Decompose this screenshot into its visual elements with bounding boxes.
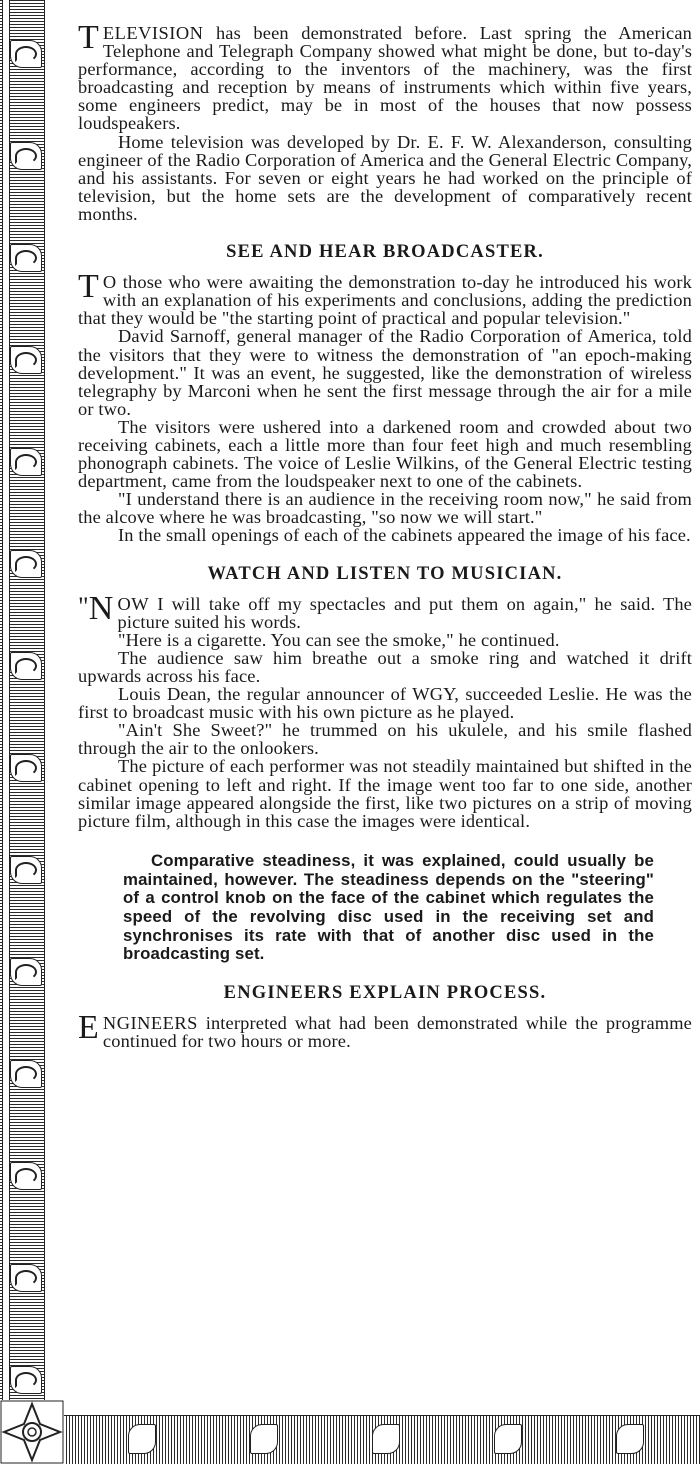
paragraph: The audience saw him breathe out a smoke ring and watched it drift upwards across his face. [78, 647, 692, 686]
paragraph: Home television was developed by Dr. E. F. W. Alexanderson, consulting engineer of the Radio Corporation of America and the General Electric Company, and his assistants. For seven or eight years he had worked on the principle of television, but the home sets are the development of comparatively recent months. [78, 131, 692, 224]
section-lead-paragraph [78, 589, 692, 632]
article-column [78, 19, 692, 1052]
scroll-ornament-icon [10, 958, 42, 986]
paragraph: The visitors were ushered into a darkened room and crowded about two receiving cabinets, each a little more than four feet high and much resembling phonograph cabinets. The voice of Leslie Wilkins, of the General Electric testing department, came from the loudspeaker next to one of the cabinets. [78, 416, 692, 492]
paragraph: "Ain't She Sweet?" he trummed on his ukulele, and his smile flashed through the air to the onlookers. [78, 720, 692, 759]
section-lead-paragraph [78, 1009, 692, 1052]
drop-cap: N [88, 589, 114, 627]
scroll-ornament-icon [10, 856, 42, 884]
scroll-ornament-icon [10, 550, 42, 578]
paragraph-text: interpreted what had been demonstrated while the programme continued for two hours or more. [102, 1013, 692, 1052]
paragraph: Louis Dean, the regular announcer of WGY, succeeded Leslie. He was the first to broadcast music with his own picture as he played. [78, 684, 692, 723]
scroll-ornament-icon [10, 1264, 42, 1292]
bold-inset-paragraph: Comparative steadiness, it was explained, could usually be maintained, however. The steadiness depends on the "steering" of a control knob on the face of the cabinet which regulates the speed of the revolving disc used in the receiving set and synchronises its rate with that of another disc used in the broadcasting set. [123, 850, 654, 964]
lead-caps: O [102, 272, 117, 293]
scroll-ornament-icon [10, 1366, 42, 1394]
section-heading: WATCH AND LISTEN TO MUSICIAN. [207, 563, 563, 584]
scroll-ornament-icon [10, 1162, 42, 1190]
scroll-ornament-icon [494, 1424, 522, 1454]
lead-caps: NGINEERS [102, 1013, 198, 1034]
drop-cap: T [78, 268, 99, 306]
paragraph: David Sarnoff, general manager of the Radio Corporation of America, told the visitors that they were to witness the demonstration of "an epoch-making development." It was an event, he suggested, like the demonstration of wireless telegraphy by Marconi when he sent the first message through the air for a mile or two. [78, 326, 692, 419]
left-ornamental-border [0, 0, 45, 1416]
intro-paragraph [78, 19, 692, 134]
section-heading: SEE AND HEAR BROADCASTER. [226, 242, 544, 263]
scroll-ornament-icon [10, 244, 42, 272]
paragraph: "I understand there is an audience in the receiving room now," he said from the alcove where he was broadcasting, "so now we will start." [78, 489, 692, 528]
scroll-ornament-icon [250, 1424, 278, 1454]
scroll-ornament-icon [372, 1424, 400, 1454]
scroll-ornament-icon [10, 1060, 42, 1088]
scroll-ornament-icon [10, 448, 42, 476]
paragraph-text: I will take off my spectacles and put them on again," he said. The picture suited his words. [117, 593, 692, 632]
opening-quote: " [78, 591, 89, 621]
paragraph: "Here is a cigarette. You can see the smoke," he continued. [118, 629, 560, 650]
drop-cap: T [78, 19, 99, 56]
paragraph-text: has been demonstrated before. Last spring the American Telephone and Telegraph Company showed what might be done, but to-day's performance, according to the inventors of the machinery, was the first broadcasting and reception by means of instruments which within five years, some engineers predict, may be in most of the houses that now possess loudspeakers. [78, 23, 692, 134]
scroll-ornament-icon [10, 754, 42, 782]
lead-caps: OW [117, 593, 150, 614]
lead-caps: ELEVISION [102, 23, 204, 43]
scroll-ornament-icon [128, 1424, 156, 1454]
paragraph: In the small openings of each of the cabinets appeared the image of his face. [118, 525, 691, 546]
drop-cap: E [78, 1009, 99, 1047]
scroll-ornament-icon [10, 652, 42, 680]
section-lead-paragraph [78, 268, 692, 329]
bottom-ornamental-border [0, 1415, 700, 1464]
scroll-ornament-icon [10, 40, 42, 68]
section-heading: ENGINEERS EXPLAIN PROCESS. [223, 983, 547, 1004]
paragraph: The picture of each performer was not steadily maintained but shifted in the cabinet opening to left and right. If the image went too far to one side, another similar image appeared alongside the first, like two pictures on a strip of moving picture film, although in this case the images were identical. [78, 756, 692, 831]
corner-rosette-icon [0, 1400, 64, 1464]
paragraph-text: those who were awaiting the demonstration to-day he introduced his work with an explanation of his experiments and conclusions, adding the prediction that they would be "the starting point of practical and popular television." [78, 272, 692, 329]
scroll-ornament-icon [616, 1424, 644, 1454]
scroll-ornament-icon [10, 346, 42, 374]
scroll-ornament-icon [10, 142, 42, 170]
